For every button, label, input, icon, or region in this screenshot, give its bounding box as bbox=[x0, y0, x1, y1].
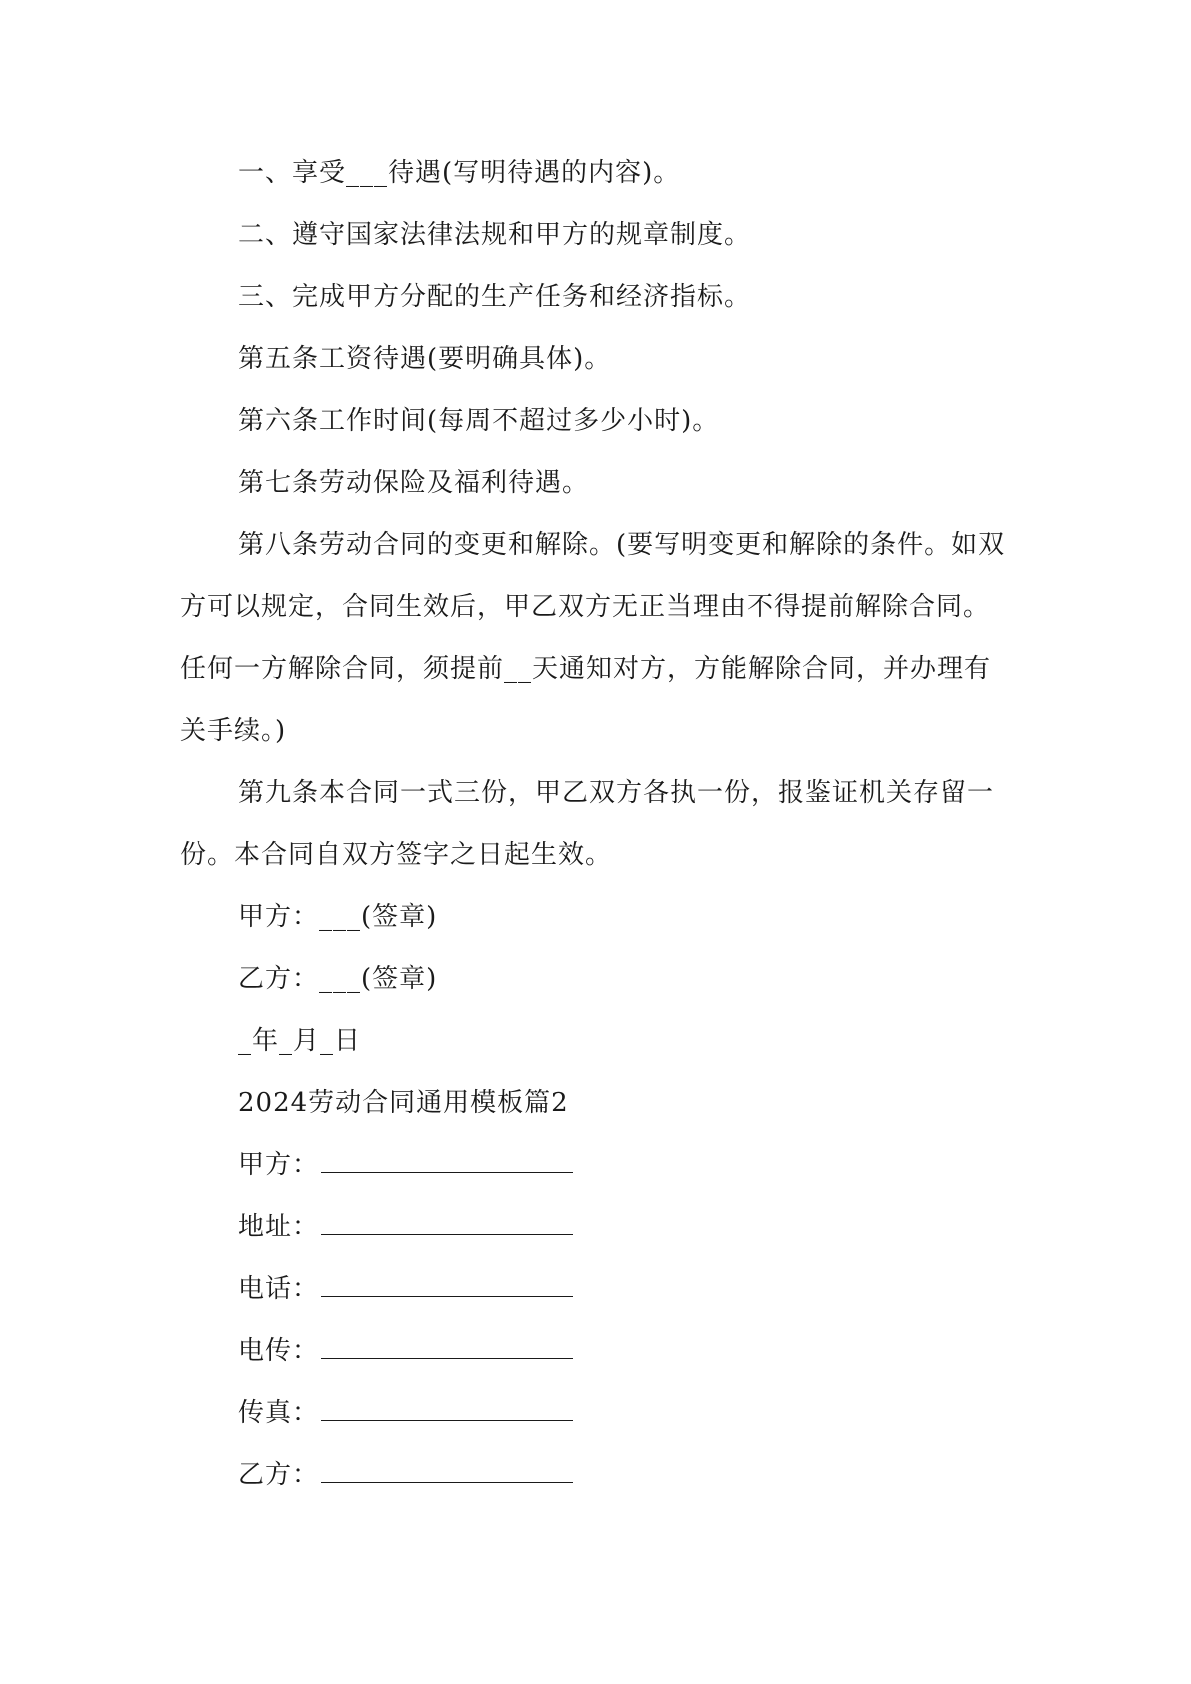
blank-line bbox=[321, 1214, 573, 1235]
field-label: 甲方： bbox=[238, 1150, 320, 1180]
party-b-signature: 乙方：___(签章) bbox=[238, 964, 438, 994]
blank-line bbox=[321, 1400, 573, 1421]
article-6-working-hours: 第六条工作时间(每周不超过多少小时)。 bbox=[238, 406, 720, 436]
field-phone bbox=[180, 1258, 1010, 1320]
field-label: 地址： bbox=[238, 1212, 320, 1242]
clause-complete-tasks: 三、完成甲方分配的生产任务和经济指标。 bbox=[238, 282, 752, 312]
clause-benefits: 一、享受___待遇(写明待遇的内容)。 bbox=[238, 158, 681, 188]
document-page bbox=[180, 142, 1010, 1506]
field-label: 电传： bbox=[238, 1336, 320, 1366]
blank-line bbox=[321, 1338, 573, 1359]
field-label: 电话： bbox=[238, 1274, 320, 1304]
field-party-a bbox=[180, 1134, 1010, 1196]
section-heading: 2024劳动合同通用模板篇2 bbox=[238, 1088, 569, 1118]
blank-line bbox=[321, 1462, 573, 1483]
field-telex bbox=[180, 1320, 1010, 1382]
field-label: 传真： bbox=[238, 1398, 320, 1428]
article-7-insurance: 第七条劳动保险及福利待遇。 bbox=[238, 468, 590, 498]
party-a-signature: 甲方：___(签章) bbox=[238, 902, 438, 932]
date-line: _年_月_日 bbox=[238, 1026, 362, 1056]
field-party-b bbox=[180, 1444, 1010, 1506]
blank-line bbox=[321, 1276, 573, 1297]
article-8-change-termination: 第八条劳动合同的变更和解除。(要写明变更和解除的条件。如双方可以规定，合同生效后，甲乙双方无正当理由不得提前解除合同。任何一方解除合同，须提前__天通知对方，方能解除合同，并办理有关手续。) bbox=[180, 530, 1006, 746]
field-address bbox=[180, 1196, 1010, 1258]
article-5-wages: 第五条工资待遇(要明确具体)。 bbox=[238, 344, 612, 374]
field-label: 乙方： bbox=[238, 1460, 320, 1490]
field-fax bbox=[180, 1382, 1010, 1444]
clause-obey-rules: 二、遵守国家法律法规和甲方的规章制度。 bbox=[238, 220, 752, 250]
article-9-copies: 第九条本合同一式三份，甲乙双方各执一份，报鉴证机关存留一份。本合同自双方签字之日起生效。 bbox=[180, 778, 995, 870]
blank-line bbox=[321, 1152, 573, 1173]
